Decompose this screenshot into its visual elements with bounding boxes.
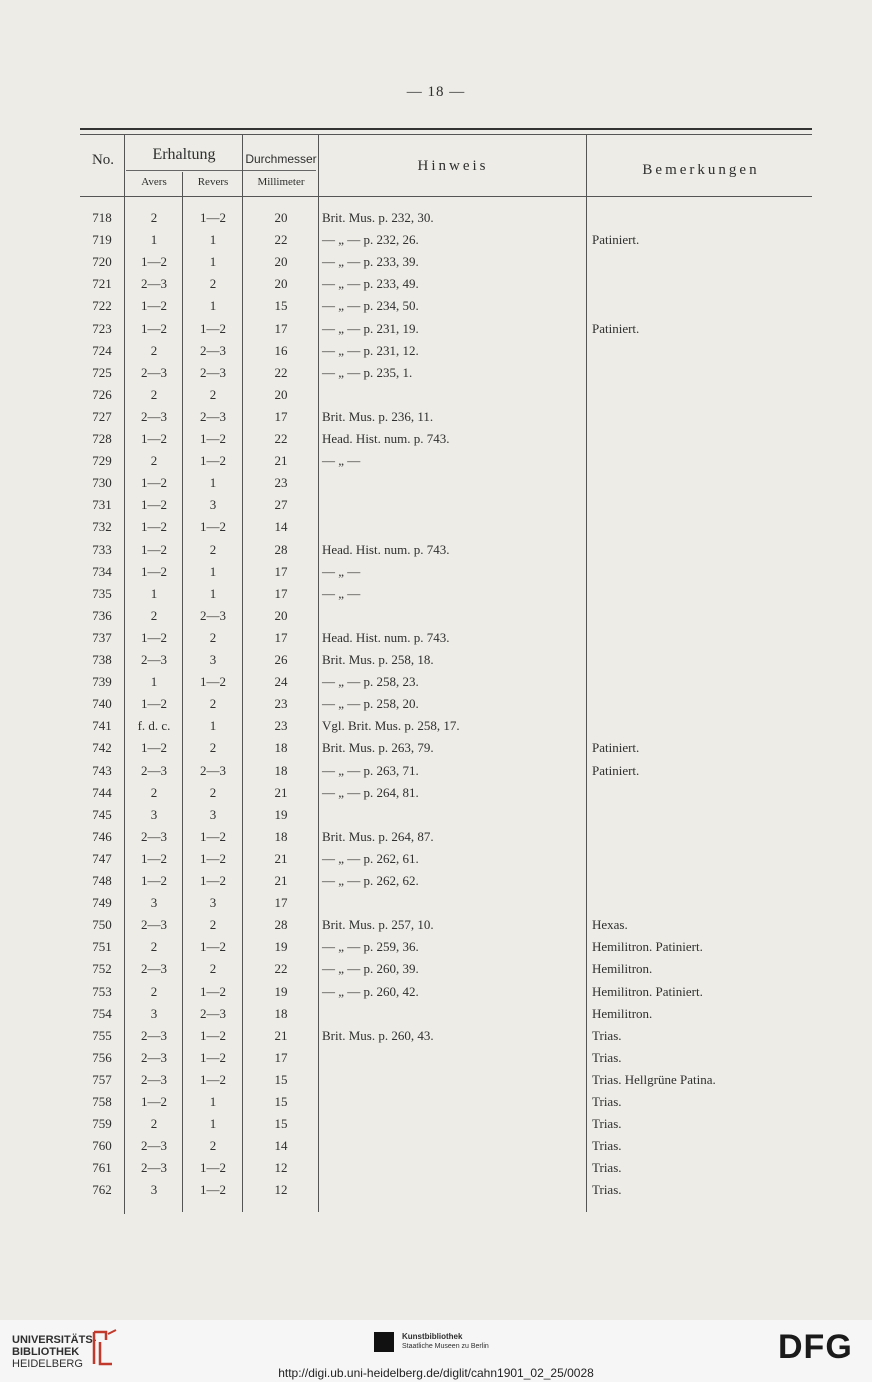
avers-value: 2	[150, 1116, 158, 1131]
diameter-value: 14	[274, 1138, 288, 1153]
avers-value: 2—3	[141, 365, 167, 380]
revers-value: 2	[209, 276, 217, 291]
ub-logo-line3: HEIDELBERG	[12, 1358, 83, 1370]
hinweis-text: Head. Hist. num. p. 743.	[322, 630, 450, 645]
revers-value: 1—2	[200, 1160, 226, 1175]
erhaltung-sub-rule	[126, 170, 316, 171]
diameter-value: 23	[274, 696, 288, 711]
diameter-value: 15	[274, 298, 288, 313]
avers-value: 2—3	[141, 1160, 167, 1175]
hinweis-text: — „ — p. 232, 26.	[322, 232, 419, 247]
diameter-value: 22	[274, 365, 288, 380]
hinweis-text: — „ — p. 260, 39.	[322, 961, 419, 976]
ub-emblem-icon	[90, 1328, 118, 1368]
row-number: 738	[92, 652, 112, 667]
row-number: 725	[92, 365, 112, 380]
bemerkung-text: Hemilitron. Patiniert.	[592, 984, 703, 999]
avers-value: 2—3	[141, 961, 167, 976]
avers-value: 1	[150, 674, 158, 689]
hinweis-text: — „ — p. 258, 23.	[322, 674, 419, 689]
diameter-value: 20	[274, 608, 288, 623]
hinweis-text: — „ — p. 233, 39.	[322, 254, 419, 269]
avers-value: 2—3	[141, 276, 167, 291]
bemerkung-text: Trias.	[592, 1094, 622, 1109]
row-number: 724	[92, 343, 112, 358]
row-number: 742	[92, 740, 112, 755]
row-number: 731	[92, 497, 112, 512]
revers-value: 2	[209, 696, 217, 711]
row-number: 727	[92, 409, 112, 424]
diameter-value: 18	[274, 829, 288, 844]
divider-no	[124, 134, 125, 1214]
avers-value: 3	[150, 895, 158, 910]
diameter-value: 12	[274, 1160, 288, 1175]
avers-value: 1	[150, 586, 158, 601]
header-bottom-rule	[80, 196, 812, 197]
bemerkung-text: Trias.	[592, 1028, 622, 1043]
header-millimeter: Millimeter	[257, 176, 305, 188]
revers-value: 1—2	[200, 1072, 226, 1087]
revers-value: 3	[209, 807, 217, 822]
avers-value: f. d. c.	[137, 718, 171, 733]
hinweis-text: — „ —	[322, 586, 361, 601]
diameter-value: 15	[274, 1072, 288, 1087]
avers-value: 1—2	[141, 542, 167, 557]
revers-value: 2—3	[200, 409, 226, 424]
bemerkung-text: Patiniert.	[592, 321, 640, 336]
avers-value: 2	[150, 785, 158, 800]
revers-value: 2	[209, 1138, 217, 1153]
revers-value: 1—2	[200, 210, 226, 225]
hinweis-text: — „ — p. 233, 49.	[322, 276, 419, 291]
row-number: 757	[92, 1072, 112, 1087]
revers-value: 1	[209, 298, 217, 313]
avers-value: 1—2	[141, 519, 167, 534]
diameter-value: 15	[274, 1116, 288, 1131]
page-number: — 18 —	[406, 84, 466, 100]
diameter-value: 22	[274, 232, 288, 247]
revers-value: 1—2	[200, 829, 226, 844]
row-number: 741	[92, 718, 112, 733]
revers-value: 1	[209, 254, 217, 269]
bemerkung-text: Hemilitron.	[592, 1006, 653, 1021]
avers-value: 2—3	[141, 829, 167, 844]
revers-value: 2—3	[200, 365, 226, 380]
table-top-rule-thin	[80, 134, 812, 135]
row-number: 720	[92, 254, 112, 269]
row-number: 732	[92, 519, 112, 534]
revers-value: 1—2	[200, 1050, 226, 1065]
revers-value: 1	[209, 1094, 217, 1109]
diameter-value: 23	[274, 475, 288, 490]
bemerkung-text: Hemilitron.	[592, 961, 653, 976]
avers-value: 2	[150, 387, 158, 402]
revers-value: 1—2	[200, 939, 226, 954]
diameter-value: 16	[274, 343, 288, 358]
ub-logo-line2: BIBLIOTHEK	[12, 1346, 80, 1358]
row-number: 730	[92, 475, 112, 490]
revers-value: 1—2	[200, 519, 226, 534]
avers-value: 2—3	[141, 917, 167, 932]
avers-value: 3	[150, 1182, 158, 1197]
revers-value: 2—3	[200, 763, 226, 778]
header-durchmesser: Durchmesser	[245, 152, 317, 166]
row-number: 736	[92, 608, 112, 623]
diameter-value: 17	[274, 630, 288, 645]
row-number: 729	[92, 453, 112, 468]
row-number: 751	[92, 939, 112, 954]
row-number: 740	[92, 696, 112, 711]
header-revers: Revers	[197, 176, 229, 188]
row-number: 745	[92, 807, 112, 822]
avers-value: 1—2	[141, 630, 167, 645]
hinweis-text: — „ — p. 263, 71.	[322, 763, 419, 778]
avers-value: 1—2	[141, 254, 167, 269]
row-number: 735	[92, 586, 112, 601]
table-top-rule	[80, 128, 812, 130]
row-number: 726	[92, 387, 112, 402]
hinweis-text: — „ — p. 258, 20.	[322, 696, 419, 711]
avers-value: 1	[150, 232, 158, 247]
revers-value: 1—2	[200, 674, 226, 689]
row-number: 760	[92, 1138, 112, 1153]
row-number: 753	[92, 984, 112, 999]
kunstbibliothek-line2: Staatliche Museen zu Berlin	[402, 1343, 489, 1350]
avers-value: 1—2	[141, 321, 167, 336]
revers-value: 1	[209, 1116, 217, 1131]
hinweis-text: Brit. Mus. p. 236, 11.	[322, 409, 434, 424]
avers-value: 1—2	[141, 1094, 167, 1109]
row-number: 759	[92, 1116, 112, 1131]
avers-value: 2—3	[141, 1028, 167, 1043]
hinweis-text: — „ — p. 259, 36.	[322, 939, 419, 954]
hinweis-text: Brit. Mus. p. 257, 10.	[322, 917, 434, 932]
revers-value: 1	[209, 586, 217, 601]
divider-revers	[242, 134, 243, 1212]
revers-value: 1—2	[200, 851, 226, 866]
row-number: 718	[92, 210, 112, 225]
hinweis-text: Brit. Mus. p. 232, 30.	[322, 210, 434, 225]
hinweis-text: — „ — p. 262, 62.	[322, 873, 419, 888]
diameter-value: 17	[274, 895, 288, 910]
hinweis-text: — „ — p. 262, 61.	[322, 851, 419, 866]
diameter-value: 19	[274, 807, 288, 822]
diameter-value: 20	[274, 210, 288, 225]
avers-value: 1—2	[141, 740, 167, 755]
revers-value: 2	[209, 542, 217, 557]
row-number: 752	[92, 961, 112, 976]
revers-value: 1	[209, 564, 217, 579]
header-hinweis: Hinweis	[417, 158, 489, 174]
revers-value: 1—2	[200, 431, 226, 446]
revers-value: 2	[209, 387, 217, 402]
row-number: 756	[92, 1050, 112, 1065]
avers-value: 2	[150, 453, 158, 468]
diameter-value: 21	[274, 1028, 288, 1043]
revers-value: 3	[209, 652, 217, 667]
diameter-value: 20	[274, 276, 288, 291]
row-number: 747	[92, 851, 112, 866]
diameter-value: 21	[274, 453, 288, 468]
avers-value: 3	[150, 807, 158, 822]
bemerkung-text: Hexas.	[592, 917, 628, 932]
header-bemerkungen: Bemerkungen	[642, 162, 760, 178]
avers-value: 2—3	[141, 409, 167, 424]
diameter-value: 22	[274, 961, 288, 976]
hinweis-text: — „ — p. 234, 50.	[322, 298, 419, 313]
bemerkung-text: Trias.	[592, 1116, 622, 1131]
diameter-value: 19	[274, 939, 288, 954]
avers-value: 2—3	[141, 1050, 167, 1065]
row-number: 749	[92, 895, 112, 910]
diameter-value: 23	[274, 718, 288, 733]
avers-value: 1—2	[141, 564, 167, 579]
diameter-value: 15	[274, 1094, 288, 1109]
avers-value: 2—3	[141, 1072, 167, 1087]
diameter-value: 17	[274, 321, 288, 336]
revers-value: 1	[209, 718, 217, 733]
hinweis-text: Brit. Mus. p. 264, 87.	[322, 829, 434, 844]
hinweis-text: — „ —	[322, 453, 361, 468]
hinweis-text: — „ — p. 231, 19.	[322, 321, 419, 336]
hinweis-text: Brit. Mus. p. 263, 79.	[322, 740, 434, 755]
diameter-value: 22	[274, 431, 288, 446]
revers-value: 2	[209, 630, 217, 645]
revers-value: 3	[209, 497, 217, 512]
kunstbibliothek-line1: Kunstbibliothek	[402, 1332, 463, 1341]
diameter-value: 17	[274, 1050, 288, 1065]
revers-value: 2	[209, 917, 217, 932]
row-number: 722	[92, 298, 112, 313]
diameter-value: 20	[274, 387, 288, 402]
diameter-value: 14	[274, 519, 288, 534]
diameter-value: 28	[274, 917, 288, 932]
row-number: 739	[92, 674, 112, 689]
bemerkung-text: Trias.	[592, 1050, 622, 1065]
hinweis-text: Vgl. Brit. Mus. p. 258, 17.	[322, 718, 460, 733]
revers-value: 2—3	[200, 343, 226, 358]
row-number: 728	[92, 431, 112, 446]
row-number: 750	[92, 917, 112, 932]
row-number: 744	[92, 785, 112, 800]
hinweis-text: Head. Hist. num. p. 743.	[322, 431, 450, 446]
avers-value: 2	[150, 939, 158, 954]
bemerkung-text: Trias.	[592, 1182, 622, 1197]
avers-value: 2—3	[141, 652, 167, 667]
bemerkung-text: Patiniert.	[592, 763, 640, 778]
avers-value: 2	[150, 210, 158, 225]
row-number: 746	[92, 829, 112, 844]
revers-value: 1—2	[200, 984, 226, 999]
diameter-value: 18	[274, 740, 288, 755]
bemerkung-text: Patiniert.	[592, 232, 640, 247]
hinweis-text: Brit. Mus. p. 260, 43.	[322, 1028, 434, 1043]
divider-avers	[182, 172, 183, 1212]
revers-value: 2	[209, 740, 217, 755]
revers-value: 1	[209, 232, 217, 247]
row-number: 755	[92, 1028, 112, 1043]
hinweis-text: — „ — p. 235, 1.	[322, 365, 413, 380]
avers-value: 1—2	[141, 851, 167, 866]
row-number: 733	[92, 542, 112, 557]
diameter-value: 19	[274, 984, 288, 999]
diameter-value: 24	[274, 674, 288, 689]
diameter-value: 21	[274, 785, 288, 800]
hinweis-text: Head. Hist. num. p. 743.	[322, 542, 450, 557]
divider-hinweis	[586, 134, 587, 1212]
revers-value: 1—2	[200, 1028, 226, 1043]
bemerkung-text: Patiniert.	[592, 740, 640, 755]
divider-durchmesser	[318, 134, 319, 1212]
kunstbibliothek-icon	[374, 1332, 394, 1352]
hinweis-text: — „ — p. 231, 12.	[322, 343, 419, 358]
avers-value: 2	[150, 984, 158, 999]
avers-value: 1—2	[141, 696, 167, 711]
revers-value: 2—3	[200, 608, 226, 623]
revers-value: 2	[209, 961, 217, 976]
diameter-value: 26	[274, 652, 288, 667]
diameter-value: 21	[274, 851, 288, 866]
diameter-value: 17	[274, 564, 288, 579]
avers-value: 1—2	[141, 298, 167, 313]
diameter-value: 18	[274, 1006, 288, 1021]
row-number: 754	[92, 1006, 112, 1021]
row-number: 721	[92, 276, 112, 291]
dfg-logo: DFG	[778, 1328, 853, 1366]
revers-value: 1—2	[200, 1182, 226, 1197]
avers-value: 2—3	[141, 763, 167, 778]
diameter-value: 18	[274, 763, 288, 778]
row-number: 737	[92, 630, 112, 645]
row-number: 758	[92, 1094, 112, 1109]
avers-value: 2—3	[141, 1138, 167, 1153]
revers-value: 1—2	[200, 321, 226, 336]
header-erhaltung: Erhaltung	[152, 146, 216, 163]
ub-logo-line1: UNIVERSITÄTS-	[12, 1334, 97, 1346]
revers-value: 1—2	[200, 873, 226, 888]
avers-value: 1—2	[141, 431, 167, 446]
bemerkung-text: Trias.	[592, 1160, 622, 1175]
bemerkung-text: Trias. Hellgrüne Patina.	[592, 1072, 716, 1087]
hinweis-text: — „ —	[322, 564, 361, 579]
diameter-value: 21	[274, 873, 288, 888]
hinweis-text: — „ — p. 264, 81.	[322, 785, 419, 800]
row-number: 734	[92, 564, 112, 579]
row-number: 719	[92, 232, 112, 247]
header-no: No.	[91, 152, 115, 168]
revers-value: 1—2	[200, 453, 226, 468]
row-number: 761	[92, 1160, 112, 1175]
avers-value: 1—2	[141, 873, 167, 888]
header-avers: Avers	[141, 176, 167, 188]
row-number: 723	[92, 321, 112, 336]
diameter-value: 27	[274, 497, 288, 512]
source-url[interactable]: http://digi.ub.uni-heidelberg.de/diglit/cahn1901_02_25/0028	[278, 1366, 594, 1380]
diameter-value: 20	[274, 254, 288, 269]
diameter-value: 17	[274, 409, 288, 424]
revers-value: 1	[209, 475, 217, 490]
diameter-value: 28	[274, 542, 288, 557]
row-number: 762	[92, 1182, 112, 1197]
diameter-value: 17	[274, 586, 288, 601]
diameter-value: 12	[274, 1182, 288, 1197]
revers-value: 2—3	[200, 1006, 226, 1021]
bemerkung-text: Trias.	[592, 1138, 622, 1153]
revers-value: 2	[209, 785, 217, 800]
hinweis-text: — „ — p. 260, 42.	[322, 984, 419, 999]
row-number: 743	[92, 763, 112, 778]
bemerkung-text: Hemilitron. Patiniert.	[592, 939, 703, 954]
revers-value: 3	[209, 895, 217, 910]
avers-value: 1—2	[141, 497, 167, 512]
row-number: 748	[92, 873, 112, 888]
avers-value: 3	[150, 1006, 158, 1021]
hinweis-text: Brit. Mus. p. 258, 18.	[322, 652, 434, 667]
avers-value: 2	[150, 343, 158, 358]
avers-value: 2	[150, 608, 158, 623]
avers-value: 1—2	[141, 475, 167, 490]
